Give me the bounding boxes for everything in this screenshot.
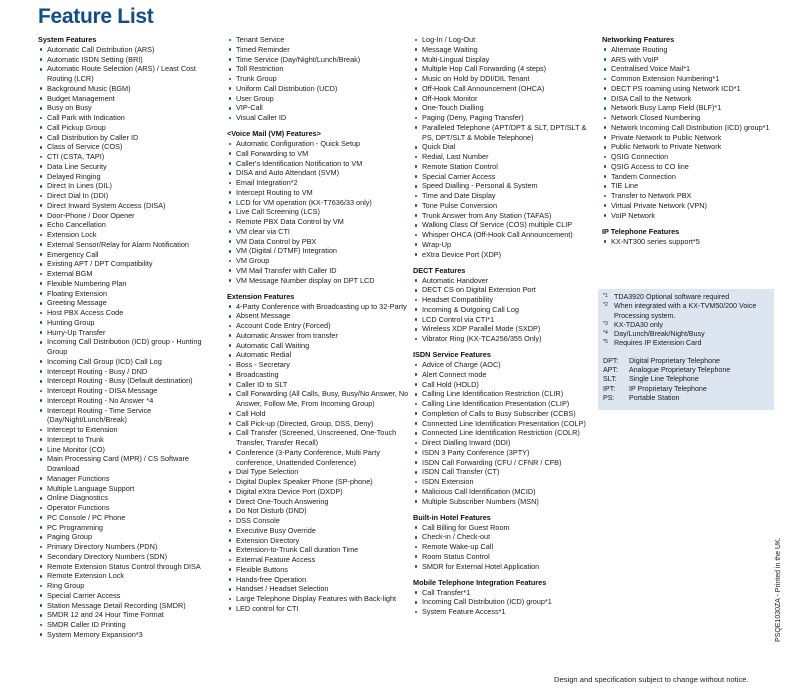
footnotes-list: [603, 293, 770, 349]
feature-item: CTI (CSTA, TAPI): [38, 152, 221, 162]
feature-item: Multi-Lingual Display: [413, 55, 596, 65]
feature-item: DECT PS roaming using Network ICD*1: [602, 84, 777, 94]
feature-item: External Feature Access: [227, 555, 410, 565]
feature-item: SMDR 12 and 24 Hour Time Format: [38, 610, 221, 620]
feature-item: Headset Compatibility: [413, 295, 596, 305]
feature-item: Call Hold: [227, 409, 410, 419]
feature-item: KX-NT300 series support*5: [602, 237, 777, 247]
feature-item: Data Line Security: [38, 162, 221, 172]
feature-item: Digital Duplex Speaker Phone (SP-phone): [227, 477, 410, 487]
feature-section: [413, 578, 596, 617]
page-title: Feature List: [38, 5, 154, 28]
feature-item: Station Message Detail Recording (SMDR): [38, 601, 221, 611]
feature-column-4: [602, 35, 777, 253]
feature-item: Whisper OHCA (Off-Hook Call Announcement): [413, 230, 596, 240]
feature-item: Intercept Routing - Time Service (Day/Night/Lunch/Break): [38, 406, 221, 426]
feature-item: Advice of Charge (AOC): [413, 360, 596, 370]
feature-item: Ring Group: [38, 581, 221, 591]
feature-item: Network Incoming Call Distribution (ICD) group*1: [602, 123, 777, 133]
feature-item: Emergency Call: [38, 250, 221, 260]
footnotes-box: [598, 289, 774, 410]
feature-item: Secondary Directory Numbers (SDN): [38, 552, 221, 562]
feature-list: [413, 523, 596, 572]
feature-item: Dial Type Selection: [227, 467, 410, 477]
abbreviation-row: [603, 394, 770, 403]
feature-item: Automatic Route Selection (ARS) / Least Cost Routing (LCR): [38, 64, 221, 84]
feature-item: Caller ID to SLT: [227, 380, 410, 390]
abbreviation-key: APT:: [603, 366, 618, 375]
section-title: IP Telephone Features: [602, 226, 680, 236]
feature-item: System Memory Expansion*3: [38, 630, 221, 640]
feature-item: Quick Dial: [413, 142, 596, 152]
feature-item: VoIP Network: [602, 211, 777, 221]
feature-item: ISDN Call Forwarding (CFU / CFNR / CFB): [413, 458, 596, 468]
feature-section: [227, 129, 410, 285]
footnote-text: TDA3920 Optional software required: [614, 293, 730, 301]
feature-item: Intercept Routing - Busy (Default destination): [38, 376, 221, 386]
feature-item: LCD for VM operation (KX-T7636/33 only): [227, 198, 410, 208]
abbreviation-value: Portable Station: [629, 393, 680, 402]
feature-item: Message Waiting: [413, 45, 596, 55]
feature-section: [227, 35, 410, 123]
footnote-mark: *2: [603, 302, 608, 309]
feature-item: VM Message Number display on DPT LCD: [227, 276, 410, 286]
feature-section: [413, 266, 596, 344]
section-title: ISDN Service Features: [413, 350, 491, 360]
feature-item: Call Pickup Group: [38, 123, 221, 133]
feature-item: Live Call Screening (LCS): [227, 207, 410, 217]
footnote: [603, 339, 770, 348]
feature-item: Remote Extension Status Control through DISA: [38, 562, 221, 572]
feature-item: Operator Functions: [38, 503, 221, 513]
feature-item: VM Mail Transfer with Caller ID: [227, 266, 410, 276]
feature-list: [413, 588, 596, 617]
feature-item: Host PBX Access Code: [38, 308, 221, 318]
feature-item: Automatic Handover: [413, 276, 596, 286]
feature-item: Echo Cancellation: [38, 220, 221, 230]
feature-item: Call Distribution by Caller ID: [38, 133, 221, 143]
abbreviation-row: [603, 385, 770, 394]
feature-item: SMDR for External Hotel Application: [413, 562, 596, 572]
feature-item: ISDN Call Transfer (CT): [413, 467, 596, 477]
footnote-mark: *4: [603, 330, 608, 337]
feature-item: Public Network to Private Network: [602, 142, 777, 152]
feature-item: SMDR Caller ID Printing: [38, 620, 221, 630]
feature-section: [38, 35, 221, 640]
feature-item: Tone Pulse Conversion: [413, 201, 596, 211]
feature-list: [38, 45, 221, 640]
feature-item: Multiple Language Support: [38, 484, 221, 494]
feature-item: Call Billing for Guest Room: [413, 523, 596, 533]
feature-item: Extension Lock: [38, 230, 221, 240]
feature-item: Special Carrier Access: [38, 591, 221, 601]
feature-item: Multiple Hop Call Forwarding (4 steps): [413, 64, 596, 74]
feature-item: Primary Directory Numbers (PDN): [38, 542, 221, 552]
feature-item: Remote Station Control: [413, 162, 596, 172]
feature-item: Email Integration*2: [227, 178, 410, 188]
feature-item: Intercept Routing - Busy / DND: [38, 367, 221, 377]
feature-item: External Sensor/Relay for Alarm Notification: [38, 240, 221, 250]
feature-item: Conference (3-Party Conference, Multi Party conference, Unattended Conference): [227, 448, 410, 468]
feature-item: Automatic Answer from transfer: [227, 331, 410, 341]
disclaimer-footer: Design and specification subject to change without notice.: [554, 675, 749, 684]
feature-item: VM Data Control by PBX: [227, 237, 410, 247]
feature-item: Network Busy Lamp Field (BLF)*1: [602, 103, 777, 113]
feature-section: [413, 513, 596, 572]
feature-item: Private Network to Public Network: [602, 133, 777, 143]
abbreviation-key: DPT:: [603, 356, 619, 365]
feature-item: LCD Control via CTI*1: [413, 315, 596, 325]
feature-item: Redial, Last Number: [413, 152, 596, 162]
feature-item: Large Telephone Display Features with Back-light: [227, 594, 410, 604]
feature-item: Online Diagnostics: [38, 493, 221, 503]
feature-item: 4-Party Conference with Broadcasting up to 32-Party: [227, 302, 410, 312]
feature-item: Existing APT / DPT Compatibility: [38, 259, 221, 269]
feature-item: Automatic Configuration - Quick Setup: [227, 139, 410, 149]
feature-item: One-Touch Dialling: [413, 103, 596, 113]
feature-item: Wrap-Up: [413, 240, 596, 250]
feature-item: Floating Extension: [38, 289, 221, 299]
feature-item: Automatic Call Waiting: [227, 341, 410, 351]
feature-item: Hunting Group: [38, 318, 221, 328]
footnote-text: When integrated with a KX-TVM50/200 Voice Processing system.: [614, 302, 757, 320]
section-title: Networking Features: [602, 35, 675, 44]
feature-item: Trunk Group: [227, 74, 410, 84]
feature-item: Common Extension Numbering*1: [602, 74, 777, 84]
feature-item: Call Transfer (Screened, Unscreened, One-Touch Transfer, Transfer Recall): [227, 428, 410, 448]
feature-item: Manager Functions: [38, 474, 221, 484]
feature-item: Paging Group: [38, 532, 221, 542]
feature-item: Boss - Secretary: [227, 360, 410, 370]
feature-item: Incoming Call Distribution (ICD) group - Hunting Group: [38, 337, 221, 357]
feature-item: DSS Console: [227, 516, 410, 526]
feature-item: Remote PBX Data Control by VM: [227, 217, 410, 227]
feature-item: VM (Digital / DTMF) Integration: [227, 246, 410, 256]
feature-item: Flexible Numbering Plan: [38, 279, 221, 289]
feature-item: Delayed Ringing: [38, 172, 221, 182]
feature-list: [602, 45, 777, 221]
feature-item: PC Programming: [38, 523, 221, 533]
feature-item: Greeting Message: [38, 298, 221, 308]
feature-item: Remote Wake-up Call: [413, 542, 596, 552]
feature-list: [413, 360, 596, 506]
footnote: [603, 321, 770, 330]
feature-item: Off-Hook Monitor: [413, 94, 596, 104]
feature-item: Incoming & Outgoing Call Log: [413, 305, 596, 315]
feature-item: Class of Service (COS): [38, 142, 221, 152]
abbreviation-value: Analogue Proprietary Telephone: [629, 366, 731, 375]
feature-item: Paralleled Telephone (APT/DPT & SLT, DPT/SLT & PS, DPT/SLT & Mobile Telephone): [413, 123, 596, 143]
feature-item: Background Music (BGM): [38, 84, 221, 94]
feature-item: Connected Line Identification Presentation (COLP): [413, 419, 596, 429]
feature-item: Multiple Subscriber Numbers (MSN): [413, 497, 596, 507]
feature-item: Special Carrier Access: [413, 172, 596, 182]
feature-item: Trunk Answer from Any Station (TAFAS): [413, 211, 596, 221]
feature-item: Transfer to Network PBX: [602, 191, 777, 201]
feature-item: System Feature Access*1: [413, 607, 596, 617]
abbreviation-row: [603, 375, 770, 384]
feature-item: Time and Date Display: [413, 191, 596, 201]
feature-item: Extension-to-Trunk Call duration Time: [227, 545, 410, 555]
feature-item: DECT CS on Digital Extension Port: [413, 285, 596, 295]
footnote-text: KX-TDA30 only: [614, 320, 663, 329]
feature-item: Log-In / Log-Out: [413, 35, 596, 45]
feature-item: Direct Dial In (DDI): [38, 191, 221, 201]
abbreviations-list: [603, 357, 770, 403]
feature-column-3: [413, 35, 596, 623]
feature-item: Call Transfer*1: [413, 588, 596, 598]
feature-item: Broadcasting: [227, 370, 410, 380]
feature-column-2: [227, 35, 410, 620]
feature-item: Intercept Routing - DISA Message: [38, 386, 221, 396]
feature-item: Direct Inward System Access (DISA): [38, 201, 221, 211]
feature-item: Caller's Identification Notification to VM: [227, 159, 410, 169]
feature-list: [227, 139, 410, 285]
abbreviation-value: Digital Proprietary Telephone: [629, 356, 720, 365]
feature-list: [227, 302, 410, 614]
abbreviation-key: SLT:: [603, 375, 617, 384]
feature-item: Room Status Control: [413, 552, 596, 562]
abbreviation-row: [603, 366, 770, 375]
feature-item: ISDN Extension: [413, 477, 596, 487]
feature-item: PC Console / PC Phone: [38, 513, 221, 523]
feature-item: Alert Connect mode: [413, 370, 596, 380]
feature-list: [227, 35, 410, 123]
feature-list: [602, 237, 777, 247]
feature-item: Flexible Buttons: [227, 565, 410, 575]
feature-item: Call Forwarding to VM: [227, 149, 410, 159]
footnote-mark: *5: [603, 339, 608, 346]
section-title: DECT Features: [413, 265, 466, 275]
feature-item: Timed Reminder: [227, 45, 410, 55]
abbreviation-key: PS:: [603, 393, 615, 402]
feature-item: Call Pick-up (Directed, Group, DSS, Deny): [227, 419, 410, 429]
footnote: [603, 330, 770, 339]
feature-item: ISDN 3 Party Conference (3PTY): [413, 448, 596, 458]
feature-item: Speed Dialling - Personal & System: [413, 181, 596, 191]
feature-section: [602, 35, 777, 220]
feature-item: Music on Hold by DDI/DIL Tenant: [413, 74, 596, 84]
section-title: Extension Features: [227, 291, 295, 301]
feature-item: Malicious Call Identification (MCID): [413, 487, 596, 497]
abbreviation-value: IP Proprietary Telephone: [629, 384, 707, 393]
feature-item: Call Forwarding (All Calls, Busy, Busy/No Answer, No Answer, Follow Me, From Incoming Group): [227, 389, 410, 409]
feature-item: Call Park with Indication: [38, 113, 221, 123]
feature-item: Digital eXtra Device Port (DXDP): [227, 487, 410, 497]
abbreviation-row: [603, 357, 770, 366]
feature-item: Tandem Connection: [602, 172, 777, 182]
feature-item: Centralised Voice Mail*1: [602, 64, 777, 74]
feature-item: Intercept to Trunk: [38, 435, 221, 445]
feature-item: Call Hold (HOLD): [413, 380, 596, 390]
abbreviation-value: Single Line Telephone: [629, 375, 699, 384]
feature-item: Direct In Lines (DIL): [38, 181, 221, 191]
feature-item: Calling Line Identification Restriction (CLIR): [413, 389, 596, 399]
footnote-mark: *3: [603, 320, 608, 327]
feature-item: Paging (Deny, Paging Transfer): [413, 113, 596, 123]
feature-item: Intercept Routing - No Answer *4: [38, 396, 221, 406]
feature-item: Direct Dialling Inward (DDI): [413, 438, 596, 448]
feature-item: Automatic Call Distribution (ARS): [38, 45, 221, 55]
feature-item: TIE Line: [602, 181, 777, 191]
feature-item: Main Processing Card (MPR) / CS Software Download: [38, 454, 221, 474]
feature-item: QSIG Connection: [602, 152, 777, 162]
feature-item: ARS with VoIP: [602, 55, 777, 65]
feature-item: DISA Call to the Network: [602, 94, 777, 104]
footnote-text: Requires IP Extension Card: [614, 339, 702, 348]
section-title: <Voice Mail (VM) Features>: [227, 129, 321, 139]
feature-item: Wireless XDP Parallel Mode (SXDP): [413, 324, 596, 334]
section-title: Mobile Telephone Integration Features: [413, 577, 547, 587]
feature-item: User Group: [227, 94, 410, 104]
feature-item: Do Not Disturb (DND): [227, 506, 410, 516]
feature-item: Calling Line Identification Presentation (CLIP): [413, 399, 596, 409]
feature-section: [602, 227, 777, 247]
feature-item: Line Monitor (CO): [38, 445, 221, 455]
section-title: Built-in Hotel Features: [413, 512, 491, 522]
feature-item: Time Service (Day/Night/Lunch/Break): [227, 55, 410, 65]
feature-item: Intercept to Extension: [38, 425, 221, 435]
feature-item: Automatic Redial: [227, 350, 410, 360]
feature-item: Visual Caller ID: [227, 113, 410, 123]
feature-item: Intercept Routing to VM: [227, 188, 410, 198]
footnote-text: Day/Lunch/Break/Night/Busy: [614, 330, 705, 339]
feature-item: Alternate Routing: [602, 45, 777, 55]
feature-item: VM Group: [227, 256, 410, 266]
footnote: [603, 293, 770, 302]
feature-item: Hands-free Operation: [227, 575, 410, 585]
feature-item: Budget Management: [38, 94, 221, 104]
footnote: [603, 302, 770, 321]
feature-item: Completion of Calls to Busy Subscriber (CCBS): [413, 409, 596, 419]
feature-section: [413, 35, 596, 259]
feature-item: Automatic ISDN Setting (BRI): [38, 55, 221, 65]
feature-item: Remote Extension Lock: [38, 571, 221, 581]
feature-item: Handset / Headset Selection: [227, 584, 410, 594]
feature-item: Walking Class Of Service (COS) multiple CLIP: [413, 220, 596, 230]
section-title: System Features: [38, 35, 97, 44]
feature-list: [413, 35, 596, 259]
feature-item: Toll Restriction: [227, 64, 410, 74]
feature-item: Incoming Call Group (ICD) Call Log: [38, 357, 221, 367]
feature-item: Absent Message: [227, 311, 410, 321]
footnote-mark: *1: [603, 293, 608, 299]
abbreviation-key: IPT:: [603, 384, 616, 393]
feature-item: Executive Busy Override: [227, 526, 410, 536]
feature-item: Check-in / Check-out: [413, 532, 596, 542]
feature-list: [413, 276, 596, 344]
feature-item: LED control for CTI: [227, 604, 410, 614]
feature-item: VIP-Call: [227, 103, 410, 113]
feature-item: Virtual Private Network (VPN): [602, 201, 777, 211]
feature-item: DISA and Auto Attendant (SVM): [227, 168, 410, 178]
feature-column-1: [38, 35, 221, 646]
feature-item: Off-Hook Call Announcement (OHCA): [413, 84, 596, 94]
feature-item: Uniform Call Distribution (UCD): [227, 84, 410, 94]
feature-item: Extension Directory: [227, 536, 410, 546]
feature-item: Door-Phone / Door Opener: [38, 211, 221, 221]
print-code: PSQE1030ZA - Printed in the UK.: [775, 537, 782, 642]
feature-item: Network Closed Numbering: [602, 113, 777, 123]
feature-item: Tenant Service: [227, 35, 410, 45]
feature-item: Vibrator Ring (KX-TCA256/355 Only): [413, 334, 596, 344]
feature-item: Hurry-Up Transfer: [38, 328, 221, 338]
feature-item: QSIG Access to CO line: [602, 162, 777, 172]
feature-item: Direct One-Touch Answering: [227, 497, 410, 507]
feature-item: External BGM: [38, 269, 221, 279]
feature-section: [227, 292, 410, 614]
feature-item: Incoming Call Distribution (ICD) group*1: [413, 597, 596, 607]
feature-item: eXtra Device Port (XDP): [413, 250, 596, 260]
feature-item: Connected Line Identification Restriction (COLR): [413, 428, 596, 438]
feature-item: Busy on Busy: [38, 103, 221, 113]
feature-section: [413, 350, 596, 506]
feature-item: VM clear via CTI: [227, 227, 410, 237]
feature-item: Account Code Entry (Forced): [227, 321, 410, 331]
